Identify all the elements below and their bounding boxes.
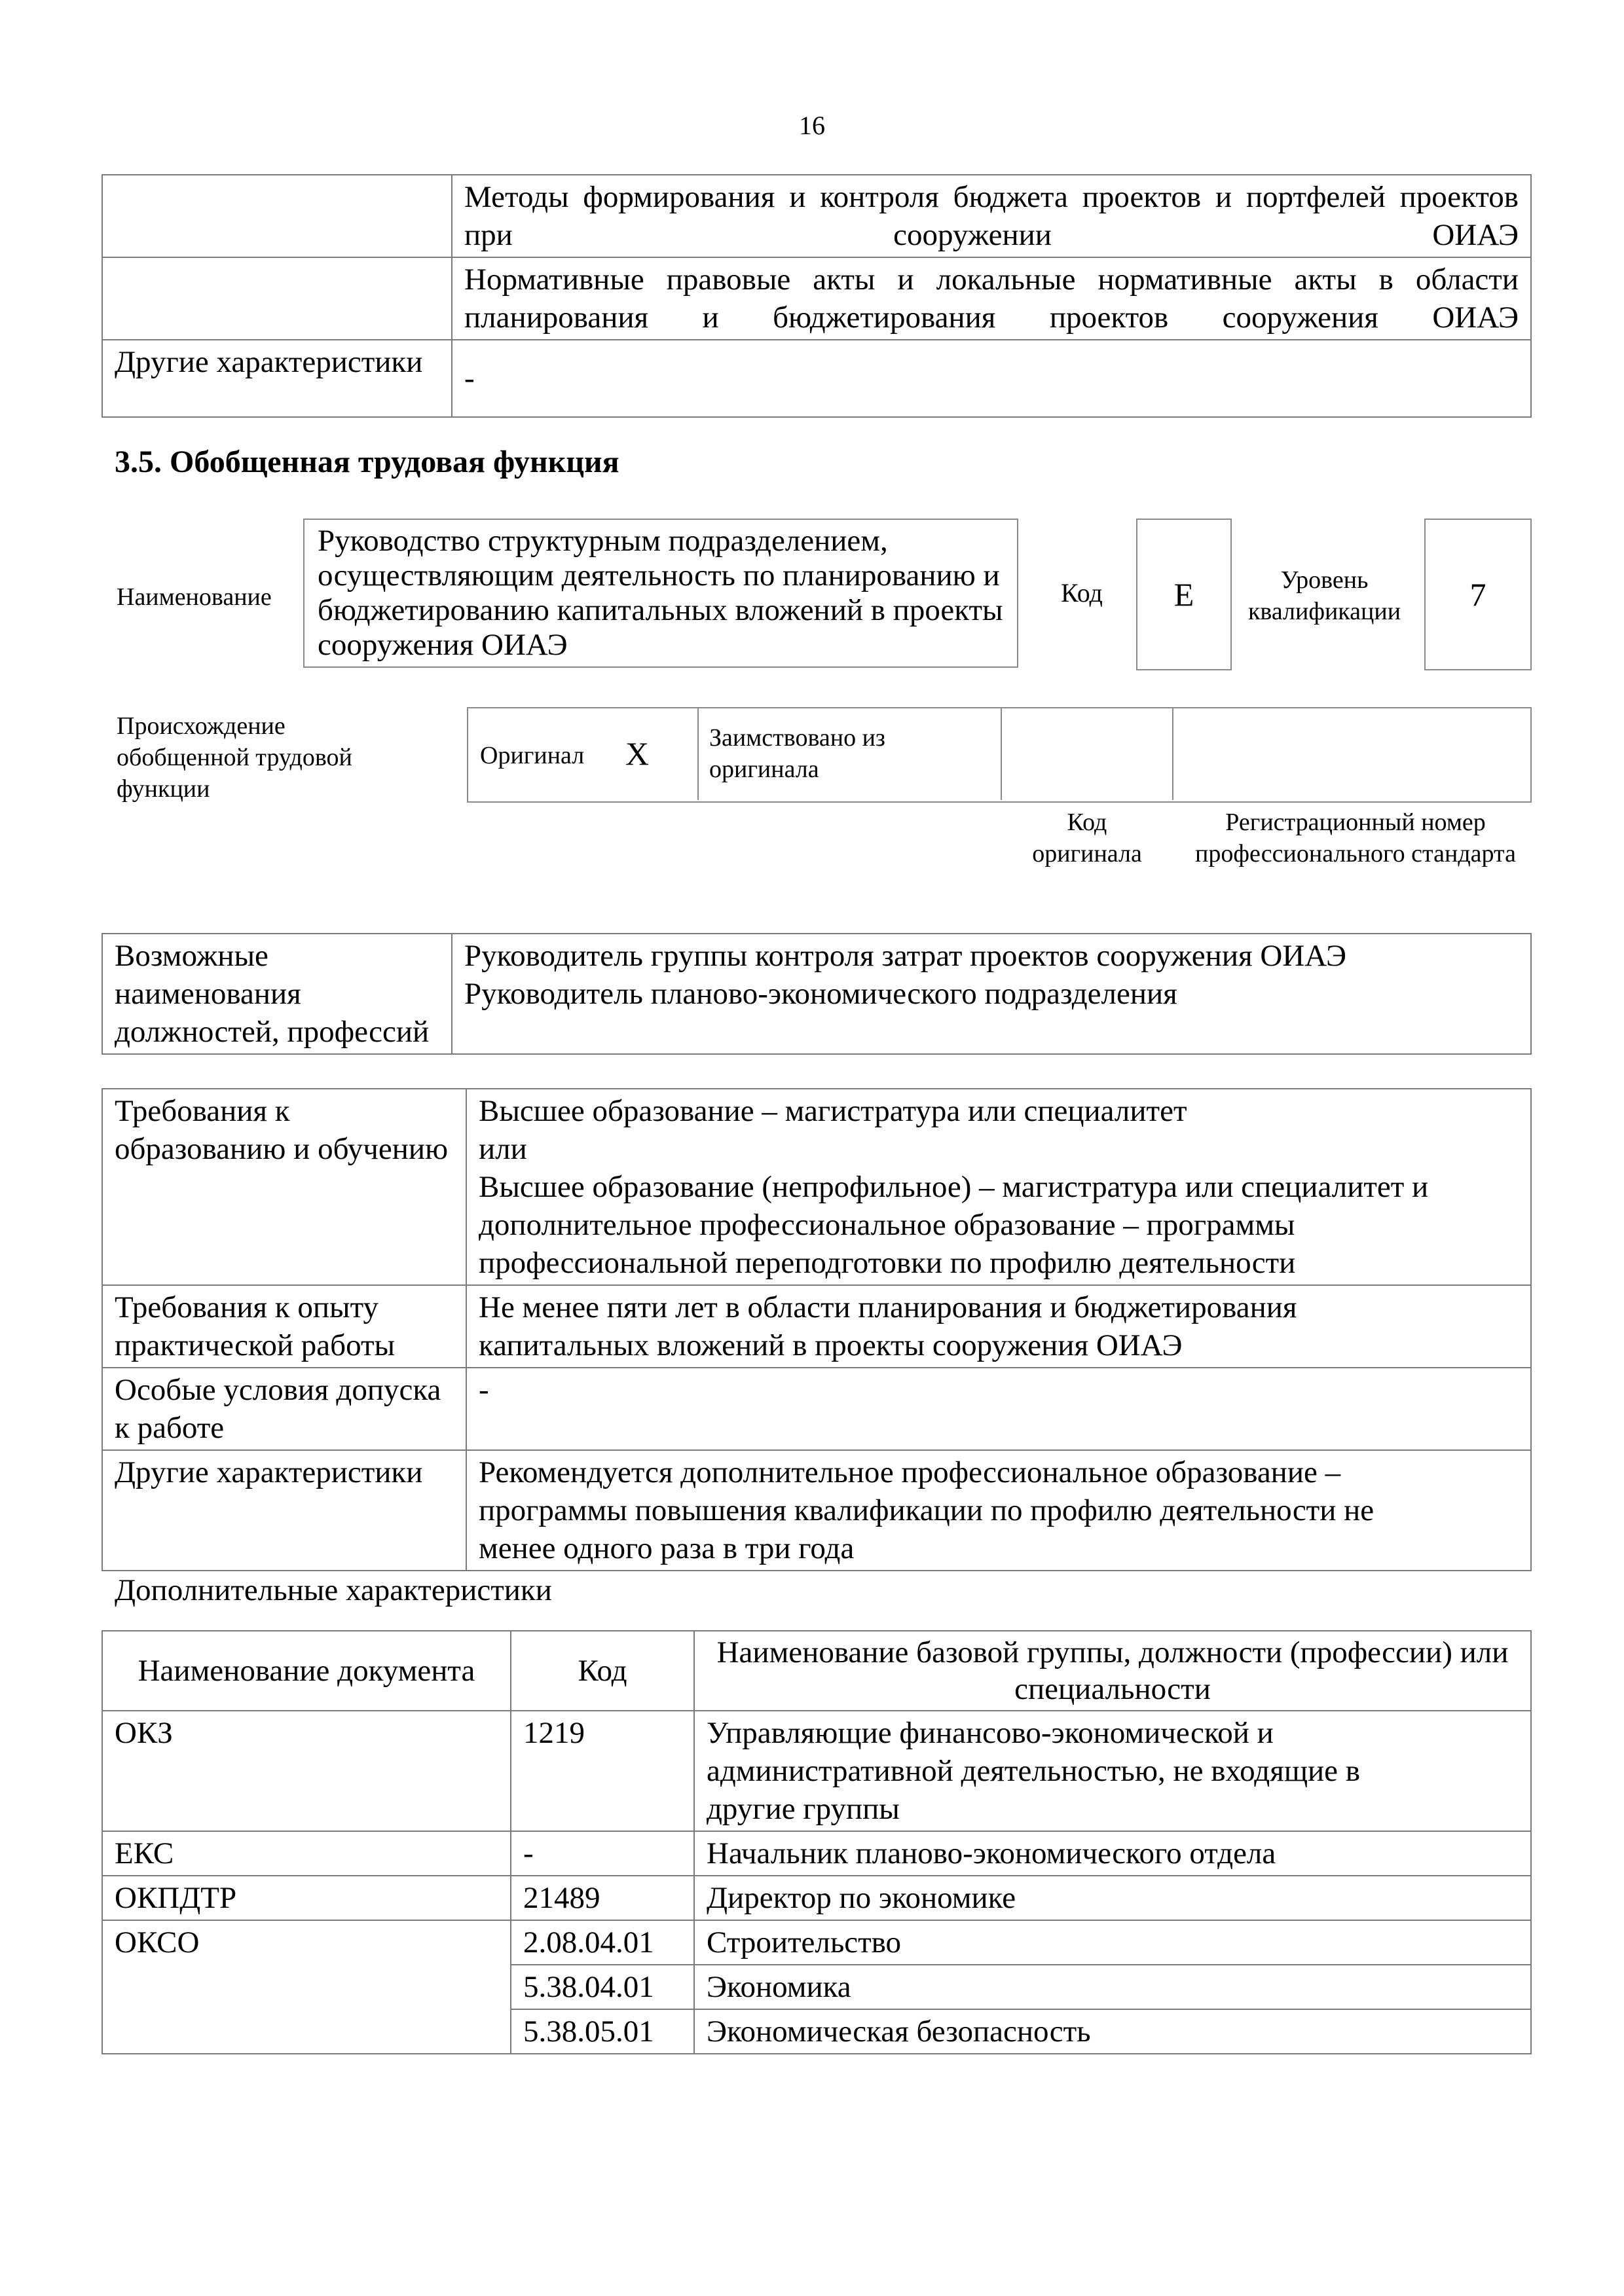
- table-row: [102, 340, 1531, 417]
- req-line: Высшее образование (непрофильное) – магистратура или специалитет и: [479, 1170, 1429, 1204]
- req-line: капитальных вложений в проекты сооружения ОИАЭ: [479, 1328, 1183, 1362]
- req-label: Другие характеристики: [102, 1450, 466, 1571]
- top-row-1-left: [102, 175, 452, 257]
- positions-table: [101, 933, 1532, 1055]
- table-row: [102, 1368, 1531, 1450]
- row-name: Экономическая безопасность: [694, 2009, 1531, 2054]
- row-name: Экономика: [694, 1965, 1531, 2009]
- row-code: 1219: [511, 1711, 694, 1831]
- top-row-2-right: Нормативные правовые акты и локальные нормативные акты в области планирования и бюджетирования проектов сооружения ОИАЭ: [452, 257, 1531, 340]
- additional-table: [101, 1630, 1532, 2054]
- top-row-2-left: [102, 257, 452, 340]
- position-item: Руководитель группы контроля затрат проектов сооружения ОИАЭ: [464, 939, 1347, 973]
- code-caption: Код оригинала: [1032, 809, 1142, 867]
- row-doc: ОКСО: [102, 1920, 511, 2054]
- table-row: [102, 1450, 1531, 1571]
- origin-divider-1: [697, 707, 699, 800]
- req-line: менее одного раза в три года: [479, 1531, 855, 1565]
- additional-title: Дополнительные характеристики: [115, 1573, 552, 1607]
- header-code: Код: [511, 1631, 694, 1711]
- position-item: Руководитель планово-экономического подразделения: [464, 977, 1177, 1011]
- top-table: [101, 174, 1532, 418]
- req-value: [466, 1450, 1531, 1571]
- table-row: [102, 257, 1531, 340]
- row-doc: ОКЗ: [102, 1711, 511, 1831]
- name-value: Руководство структурным подразделением, осуществляющим деятельность по планированию и бюджетированию капитальных вложений в проекты сооружения ОИАЭ: [318, 524, 1003, 662]
- req-line: Не менее пяти лет в области планирования и бюджетирования: [479, 1290, 1297, 1324]
- borrowed-label: Заимствовано из оригинала: [709, 724, 885, 783]
- code-label: Код: [1061, 578, 1103, 608]
- table-row: [102, 175, 1531, 257]
- header-name: Наименование базовой группы, должности (профессии) или специальности: [694, 1631, 1531, 1711]
- req-label: Особые условия допуска к работе: [102, 1368, 466, 1450]
- row-code: -: [511, 1831, 694, 1876]
- row-code: 21489: [511, 1876, 694, 1920]
- origin-label: Происхождение обобщенной трудовой функции: [117, 712, 352, 803]
- code-value: E: [1173, 576, 1194, 613]
- level-value: 7: [1469, 576, 1486, 613]
- req-line: дополнительное профессиональное образование – программы: [479, 1208, 1295, 1242]
- req-line: или: [479, 1132, 527, 1166]
- table-row: [102, 1831, 1531, 1876]
- section-title: 3.5. Обобщенная трудовая функция: [115, 445, 619, 479]
- req-line: Рекомендуется дополнительное профессиональное образование –: [479, 1455, 1341, 1489]
- req-label: Требования к образованию и обучению: [102, 1089, 466, 1285]
- table-row: [102, 934, 1531, 1054]
- table-row: [102, 1920, 1531, 1965]
- table-row: [102, 1711, 1531, 1831]
- table-row: [102, 1876, 1531, 1920]
- origin-divider-2: [1001, 707, 1002, 800]
- row-name: Строительство: [694, 1920, 1531, 1965]
- table-header-row: [102, 1631, 1531, 1711]
- positions-label: Возможные наименования должностей, профессий: [102, 934, 452, 1054]
- row-code: 2.08.04.01: [511, 1920, 694, 1965]
- requirements-table: [101, 1088, 1532, 1571]
- req-line: -: [479, 1373, 489, 1407]
- req-line: профессиональной переподготовки по профилю деятельности: [479, 1246, 1296, 1280]
- req-value: [466, 1285, 1531, 1368]
- req-value: [466, 1368, 1531, 1450]
- original-label: Оригинал: [480, 742, 585, 769]
- level-value-box: [1424, 519, 1532, 670]
- row-name: Управляющие финансово-экономической и административной деятельностью, не входящие в другие группы: [694, 1711, 1531, 1831]
- name-label: Наименование: [117, 583, 272, 611]
- row-doc: ОКПДТР: [102, 1876, 511, 1920]
- req-label: Требования к опыту практической работы: [102, 1285, 466, 1368]
- row-code: 5.38.04.01: [511, 1965, 694, 2009]
- top-row-1-right: Методы формирования и контроля бюджета проектов и портфелей проектов при сооружении ОИАЭ: [452, 175, 1531, 257]
- row-name: Директор по экономике: [694, 1876, 1531, 1920]
- origin-divider-3: [1172, 707, 1173, 800]
- level-label: Уровень квалификации: [1247, 566, 1401, 625]
- table-row: [102, 1285, 1531, 1368]
- page-number: 16: [799, 111, 825, 140]
- positions-values: [452, 934, 1531, 1054]
- req-value: [466, 1089, 1531, 1285]
- req-line: Высшее образование – магистратура или специалитет: [479, 1094, 1187, 1128]
- top-row-3-right: -: [452, 340, 1531, 417]
- reg-caption: Регистрационный номер профессионального стандарта: [1195, 809, 1516, 867]
- original-mark: X: [625, 735, 650, 772]
- req-line: программы повышения квалификации по профилю деятельности не: [479, 1493, 1375, 1527]
- table-row: [102, 1089, 1531, 1285]
- name-value-box: [303, 519, 1018, 668]
- top-row-3-left: Другие характеристики: [102, 340, 452, 417]
- row-code: 5.38.05.01: [511, 2009, 694, 2054]
- row-name: Начальник планово-экономического отдела: [694, 1831, 1531, 1876]
- row-doc: ЕКС: [102, 1831, 511, 1876]
- code-value-box: [1136, 519, 1232, 670]
- header-doc: Наименование документа: [102, 1631, 511, 1711]
